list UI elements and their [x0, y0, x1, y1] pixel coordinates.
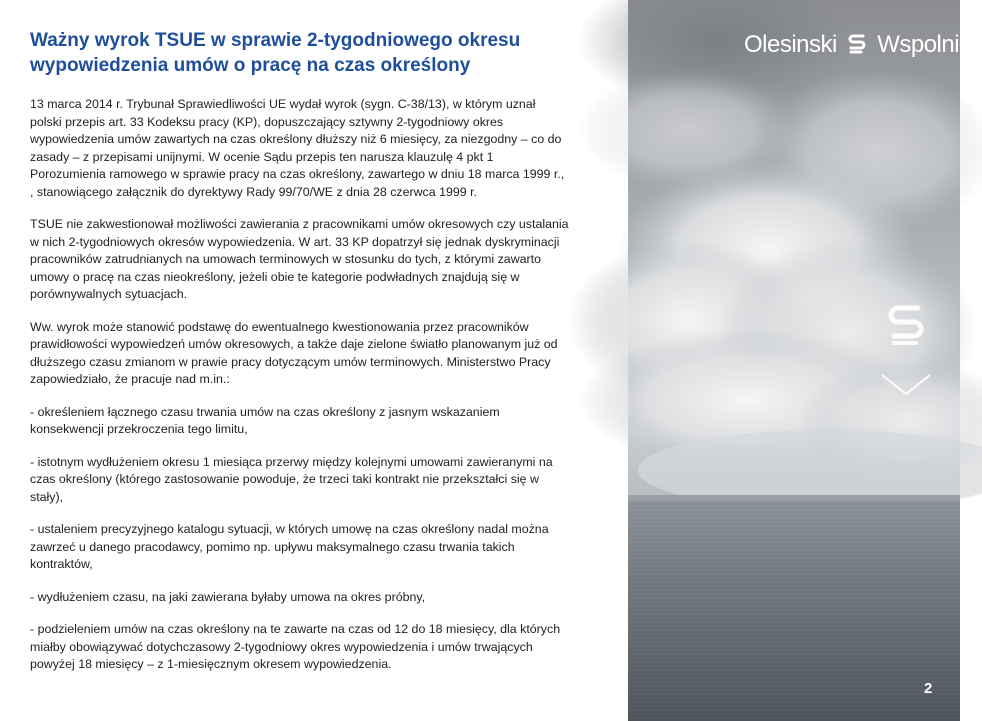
text-line: - wydłużeniem czasu, na jaki zawierana byłaby umowa na okres próbny, [30, 589, 426, 604]
text-line: powyżej 18 miesięcy – z 1-miesięcznym okresem wypowiedzenia. [30, 657, 392, 671]
page-number: 2 [924, 680, 933, 697]
text-line: - istotnym wydłużeniem okresu 1 miesiąca przerwy między kolejnymi umowami zawieranymi na [30, 454, 553, 469]
sky-field-photo [628, 0, 960, 721]
brand-name-right: Wspolnicy [877, 31, 982, 58]
brand-logo [744, 30, 982, 60]
text-line: kontraktów, [30, 557, 93, 571]
slide-title-line-2: wypowiedzenia umów o pracę na czas określony [30, 55, 471, 76]
text-line: - podzieleniem umów na czas określony na te zawarte na czas od 12 do 18 miesięcy, dla których [30, 622, 561, 636]
text-line: konsekwencji przekroczenia tego limitu, [30, 422, 248, 436]
text-line: porównywalnych sytuacjach. [30, 287, 188, 301]
text-line: dłuższego czasu zmianom w prawie pracy dotyczącym umów terminowych. Ministerstwo Pracy [30, 354, 551, 369]
paragraph-intro [30, 96, 606, 201]
olesinski-logo-mark-icon [886, 302, 926, 348]
text-line: zapowiedziało, że pracuje nad m.in.: [30, 372, 230, 386]
list-item-3 [30, 521, 606, 574]
list-item-2 [30, 454, 606, 507]
brand-s-mark-icon [847, 33, 867, 55]
text-line: - ustaleniem precyzyjnego katalogu sytuacji, w których umowę na czas określony nadal można [30, 522, 549, 536]
text-line: Porozumienia ramowego w sprawie pracy na czas określony, zawartego w dniu 18 marca 1999 r., [30, 167, 565, 181]
text-line: - określeniem łącznego czasu trwania umów na czas określony z jasnym wskazaniem [30, 404, 500, 419]
list-item-4 [30, 589, 606, 607]
chevron-down-icon [880, 372, 932, 398]
list-item-1 [30, 404, 606, 439]
text-line: miałby obowiązywać dotychczasowy 2-tygodniowy okres wypowiedzenia i umów trwających [30, 639, 533, 654]
body-text [30, 96, 606, 674]
text-line: 13 marca 2014 r. Trybunał Sprawiedliwości UE wydał wyrok (sygn. C-38/13), w którym uznał [30, 97, 536, 111]
text-line: zasady – z przepisami unijnymi. W ocenie Sądu przepis ten narusza klauzulę 4 pkt 1 [30, 149, 494, 164]
text-line: stały), [30, 489, 64, 504]
text-line: prawidłowości wypowiedzeń umów okresowych, a także daje zielone światło planowanym już od [30, 337, 558, 351]
paragraph-ministry [30, 319, 606, 389]
text-line: wypowiedzenia umów zawartych na czas określony dłuższy niż 6 miesięcy, za niezgodny – co do [30, 132, 562, 146]
text-line: w nich 2-tygodniowych okresów wypowiedzenia. W art. 33 KP dopatrzył się jednak dyskryminacji [30, 234, 560, 249]
text-line: polski przepis art. 33 Kodeksu pracy (KP), dopuszczający sztywny 2-tygodniowy okres [30, 114, 504, 129]
sky-field-image [628, 0, 960, 721]
text-line: , stanowiącego załącznik do dyrektywy Rady 99/70/WE z dnia 28 czerwca 1999 r. [30, 184, 477, 199]
slide-title [30, 28, 610, 78]
brand-name-left: Olesinski [744, 31, 837, 58]
text-line: TSUE nie zakwestionował możliwości zawierania z pracownikami umów okresowych czy ustalania [30, 217, 569, 231]
list-item-5 [30, 621, 606, 674]
text-line: pracowników zatrudnianych na umowach terminowych w stosunku do tych, z którymi zawarto [30, 252, 541, 266]
text-line: umowy o pracę na czas nieokreślony, jeżeli obie te kategorie podwładnych znajdują się w [30, 269, 520, 284]
paragraph-tsue [30, 216, 606, 304]
slide-title-line-1: Ważny wyrok TSUE w sprawie 2-tygodniowego okresu [30, 30, 521, 51]
text-line: czas określony (którego zastosowanie powoduje, że trzeci taki kontrakt nie przekształci się w [30, 472, 539, 486]
text-line: Ww. wyrok może stanowić podstawę do ewentualnego kwestionowania przez pracowników [30, 319, 529, 334]
text-line: zawrzeć u danego pracodawcy, pomimo np. upływu maksymalnego czasu trwania takich [30, 539, 515, 554]
